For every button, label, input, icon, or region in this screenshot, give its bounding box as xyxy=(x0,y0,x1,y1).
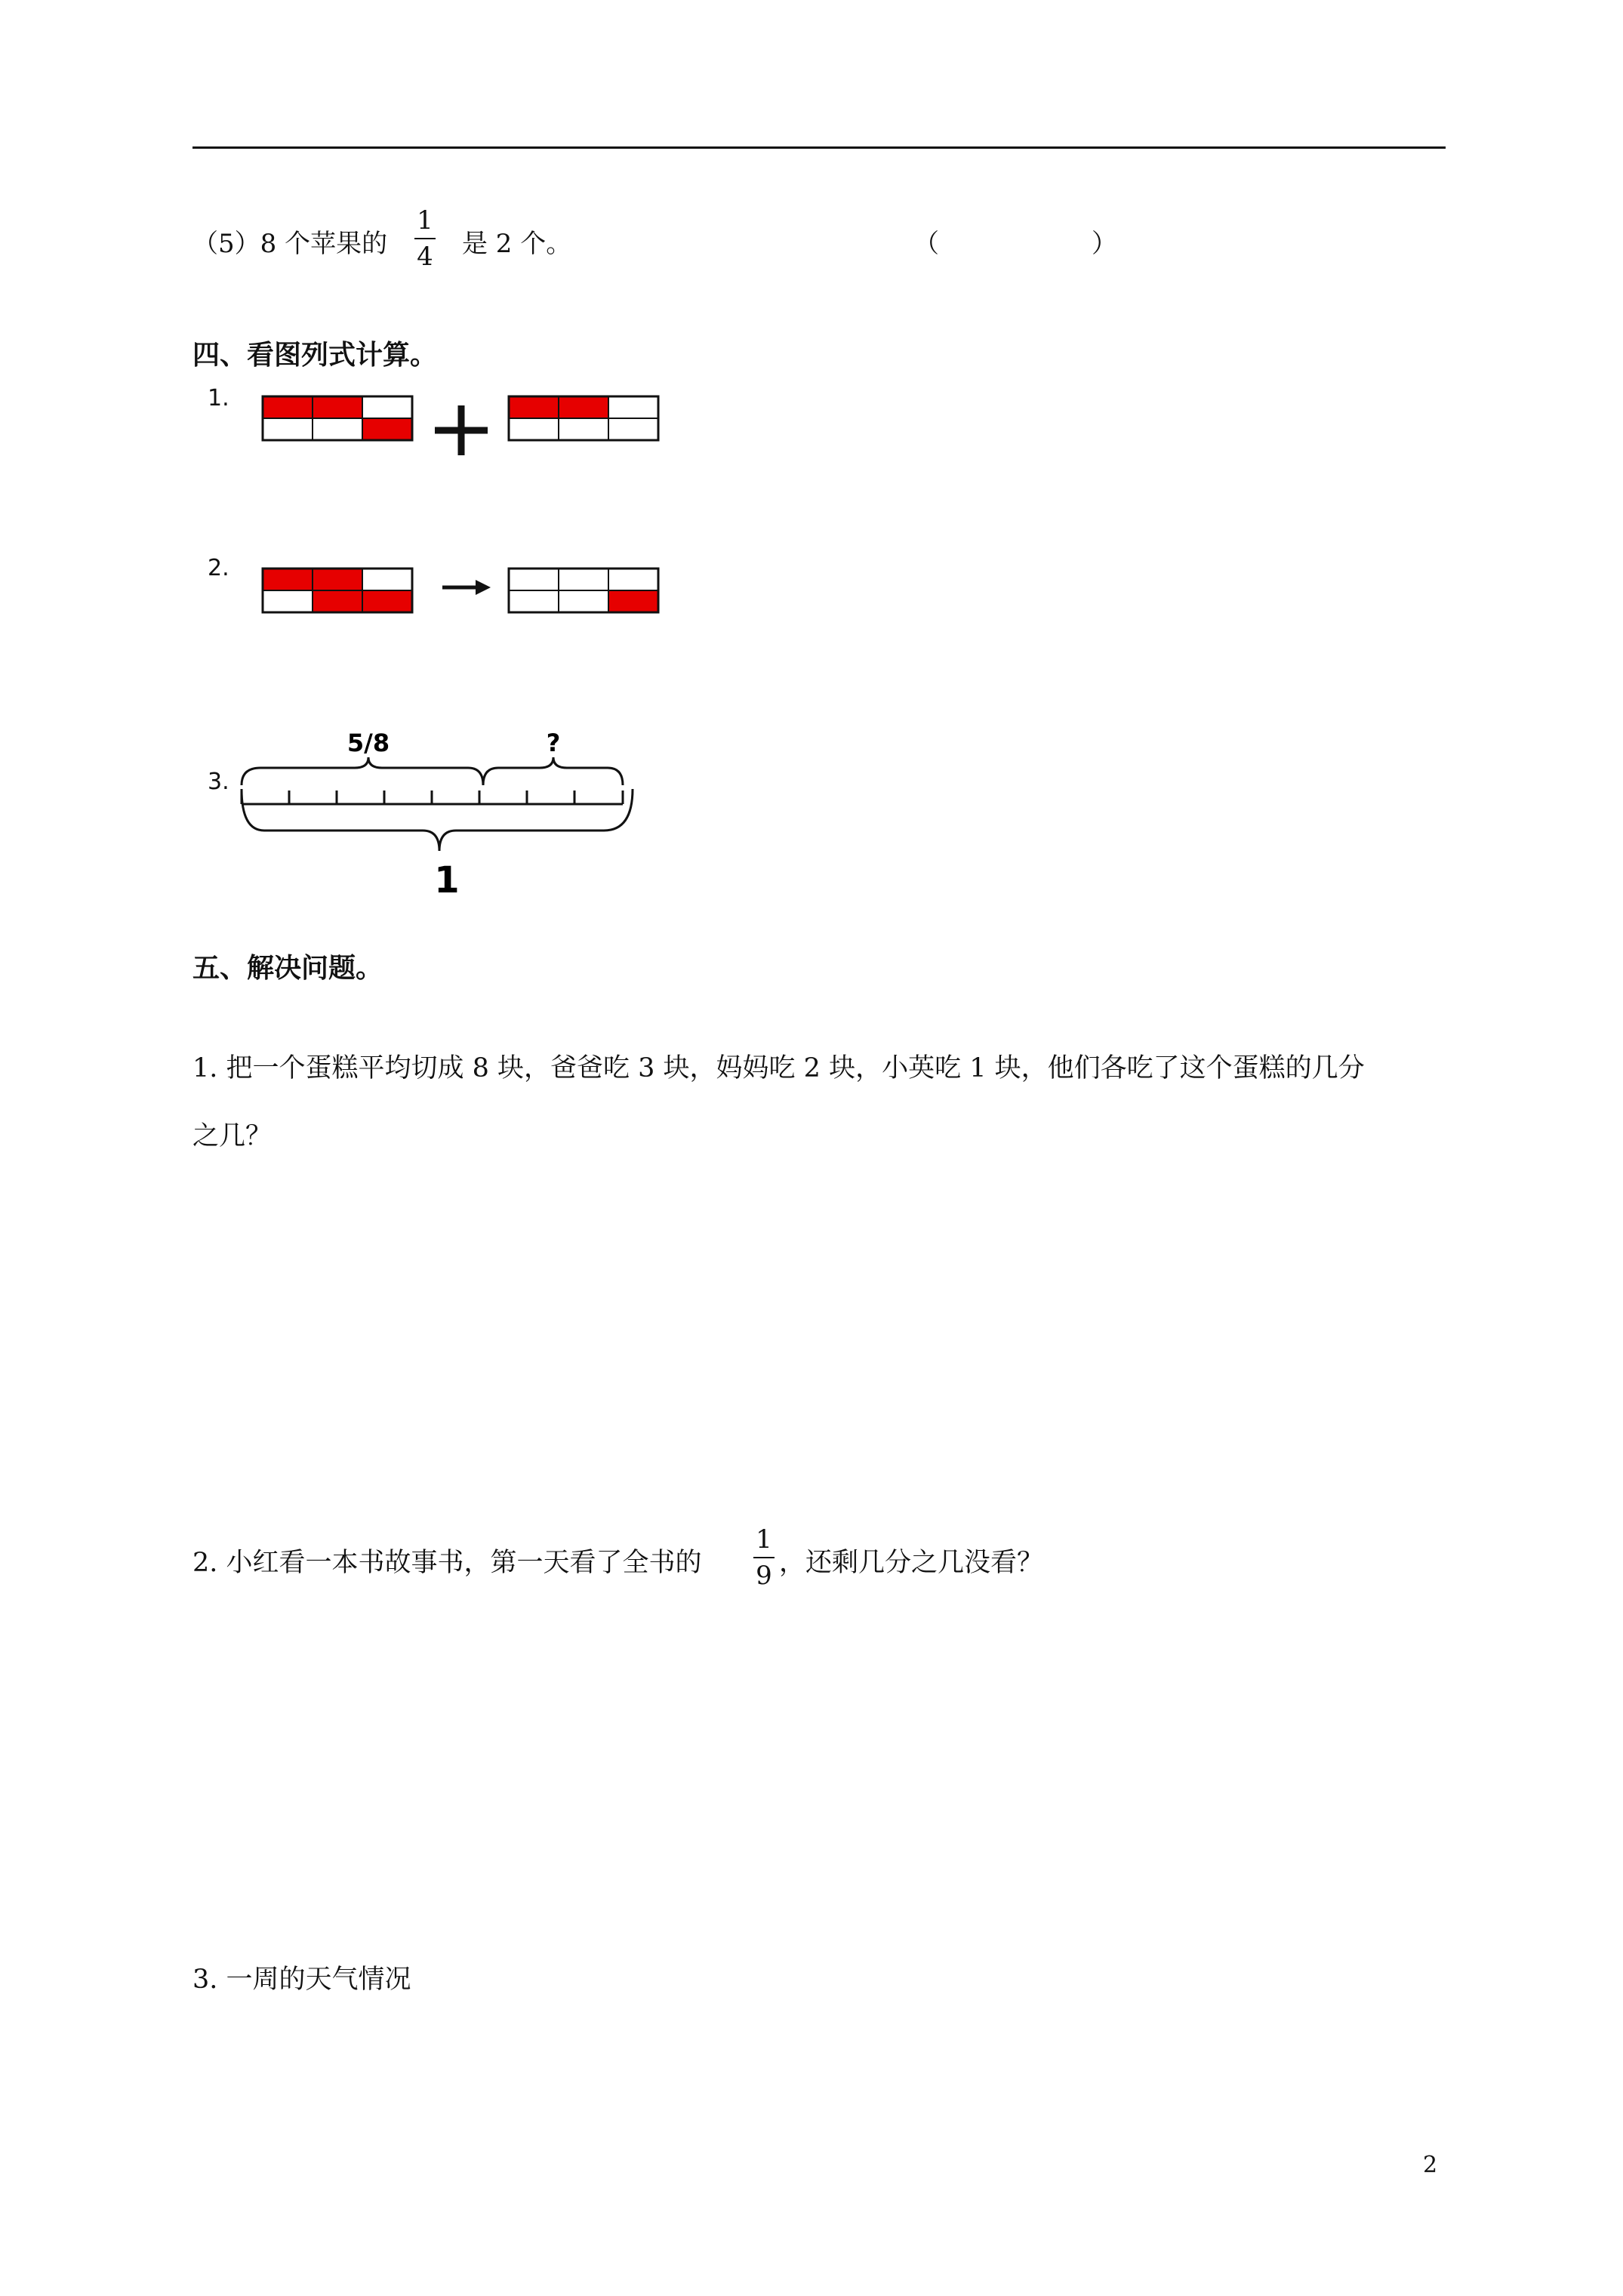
cell-filled xyxy=(263,569,313,590)
fraction-numerator: 1 xyxy=(756,1524,772,1555)
problem3-text: 3. 一周的天气情况 xyxy=(192,1965,411,1995)
fraction-denominator: 9 xyxy=(756,1561,772,1591)
problem2-prefix: 2. 小红看一本书故事书，第一天看了全书的 xyxy=(192,1548,702,1578)
cell-filled xyxy=(509,396,559,418)
problem2-suffix: ，还剩几分之几没看？ xyxy=(779,1548,1044,1578)
item1-diagram xyxy=(257,393,679,461)
item5-fraction xyxy=(410,205,440,272)
cell-filled xyxy=(362,590,412,612)
cell-filled xyxy=(559,396,608,418)
item1-left-grid xyxy=(263,396,412,440)
problem1-line1: 1. 把一个蛋糕平均切成 8 块，爸爸吃 3 块，妈妈吃 2 块，小英吃 1 块，他们各吃了这个蛋糕的几分 xyxy=(192,1053,1365,1083)
fraction-bar xyxy=(753,1557,775,1558)
item2-label: 2. xyxy=(208,555,229,581)
section5-title: 五、解决问题。 xyxy=(192,952,383,984)
arrow-right-icon xyxy=(442,580,491,595)
fraction-denominator: 4 xyxy=(417,242,433,272)
item1-right-grid xyxy=(509,396,658,440)
fraction-bar xyxy=(414,238,436,239)
fraction-numerator: 1 xyxy=(417,205,433,236)
answer-paren-close: ） xyxy=(1092,229,1117,259)
plus-icon xyxy=(435,405,488,455)
header-rule xyxy=(192,146,1446,149)
cell-filled xyxy=(362,418,412,440)
brace-question xyxy=(483,757,623,785)
cell-filled xyxy=(313,590,362,612)
item3-diagram xyxy=(226,721,649,902)
cell-filled xyxy=(313,569,362,590)
label-one: 1 xyxy=(434,859,460,901)
cell-filled xyxy=(263,396,313,418)
item5-prefix: （5）8 个苹果的 xyxy=(192,229,388,259)
problem2-fraction xyxy=(749,1524,779,1591)
item3-label: 3. xyxy=(208,769,229,795)
label-five-eighths: 5/8 xyxy=(346,729,390,757)
item1-label: 1. xyxy=(208,385,229,411)
item5-suffix: 是 2 个。 xyxy=(462,229,572,259)
number-line-ticks xyxy=(242,791,623,804)
problem1-line2: 之几？ xyxy=(192,1121,273,1151)
item2-left-grid xyxy=(263,569,412,612)
cell-filled xyxy=(313,396,362,418)
answer-paren-open: （ xyxy=(913,229,939,259)
cell-filled xyxy=(608,590,658,612)
page-number: 2 xyxy=(1423,2152,1438,2178)
brace-five-eighths xyxy=(242,757,483,785)
section4-title: 四、看图列式计算。 xyxy=(192,339,438,371)
item2-right-grid xyxy=(509,569,658,612)
label-question: ? xyxy=(546,729,561,757)
item2-diagram xyxy=(257,565,679,618)
